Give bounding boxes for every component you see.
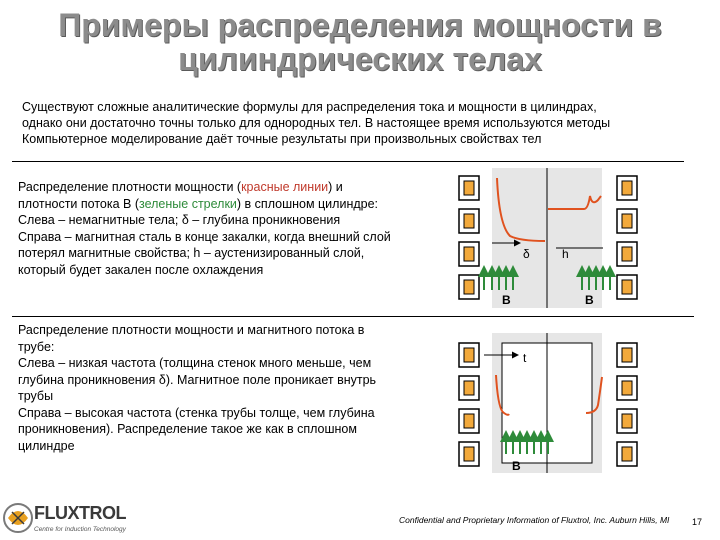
coils-left-2 — [459, 343, 479, 466]
coil-turn-icon — [464, 214, 474, 228]
p2-line-2: трубе: — [18, 339, 55, 354]
h-label: h — [562, 247, 569, 261]
logo-tagline: Centre for Induction Technology — [34, 526, 126, 533]
page-number: 17 — [692, 517, 703, 527]
figure-solid-cylinder — [459, 168, 637, 308]
t-label: t — [523, 351, 527, 365]
footer-confidential: Confidential and Proprietary Information of Fluxtrol, Inc. Auburn Hills, MI — [399, 515, 670, 525]
fluxtrol-logo-icon — [4, 504, 32, 532]
title-line-1: Примеры распределения мощности в — [58, 7, 662, 43]
coils-left-1 — [459, 176, 479, 299]
coil-turn-icon — [464, 280, 474, 294]
p1-line-3: Слева – немагнитные тела; δ – глубина проникновения — [18, 213, 341, 227]
coil-turn-icon — [622, 247, 632, 261]
coil-turn-icon — [622, 348, 632, 362]
figure-tube — [459, 333, 637, 473]
p1-text: Распределение плотности мощности ( — [18, 180, 242, 194]
delta-label: δ — [523, 247, 530, 261]
coil-turn-icon — [622, 447, 632, 461]
flux-arrows-tube — [506, 436, 548, 454]
p1-line-5: потерял магнитные свойства; h – аустенизированный слой, — [18, 246, 365, 260]
p2-line-1: Распределение плотности мощности и магнитного потока в — [18, 323, 365, 337]
intro-line-3: Компьютерное моделирование даёт точные результаты при произвольных свойствах тел — [22, 132, 542, 146]
p2-line-8: цилиндре — [18, 438, 75, 453]
coil-turn-icon — [622, 381, 632, 395]
coil-turn-icon — [464, 348, 474, 362]
b-label-tube: B — [512, 459, 521, 473]
coil-turn-icon — [622, 181, 632, 195]
coil-turn-icon — [464, 181, 474, 195]
coil-turn-icon — [622, 280, 632, 294]
red-lines-label: красные линии — [241, 180, 329, 194]
coil-turn-icon — [464, 247, 474, 261]
p1-line-4: Справа – магнитная сталь в конце закалки, когда внешний слой — [18, 229, 391, 244]
p2-line-4: глубина проникновения δ). Магнитное поле проникает внутрь — [18, 372, 377, 387]
p2-line-5: трубы — [18, 389, 54, 403]
coil-turn-icon — [464, 381, 474, 395]
coils-right-1 — [617, 176, 637, 299]
p1-text: плотности потока B ( — [18, 196, 140, 211]
b-label-right: B — [585, 293, 594, 307]
intro-line-1: Существуют сложные аналитические формулы для распределения тока и мощности в цилиндрах, — [22, 100, 597, 114]
coil-turn-icon — [464, 447, 474, 461]
p1-line-6: который будет закален после охлаждения — [18, 262, 264, 277]
coil-turn-icon — [464, 414, 474, 428]
p1-text: ) и — [328, 180, 343, 194]
p2-line-3: Слева – низкая частота (толщина стенок много меньше, чем — [18, 356, 372, 370]
green-arrows-label: зеленые стрелки — [139, 196, 237, 211]
p1-text: ) в сплошном цилиндре: — [236, 196, 379, 211]
coil-turn-icon — [622, 214, 632, 228]
intro-line-2: однако они достаточно точны только для однородных тел. В настоящее время используются методы — [22, 116, 611, 130]
logo-name: FLUXTROL — [34, 503, 126, 523]
title-line-2: цилиндрических телах — [178, 41, 542, 77]
p2-line-6: Справа – высокая частота (стенка трубы толще, чем глубина — [18, 405, 375, 420]
p2-line-7: проникновения). Распределение такое же как в сплошном — [18, 422, 357, 436]
coils-right-2 — [617, 343, 637, 466]
coil-turn-icon — [622, 414, 632, 428]
b-label-left: B — [502, 293, 511, 307]
